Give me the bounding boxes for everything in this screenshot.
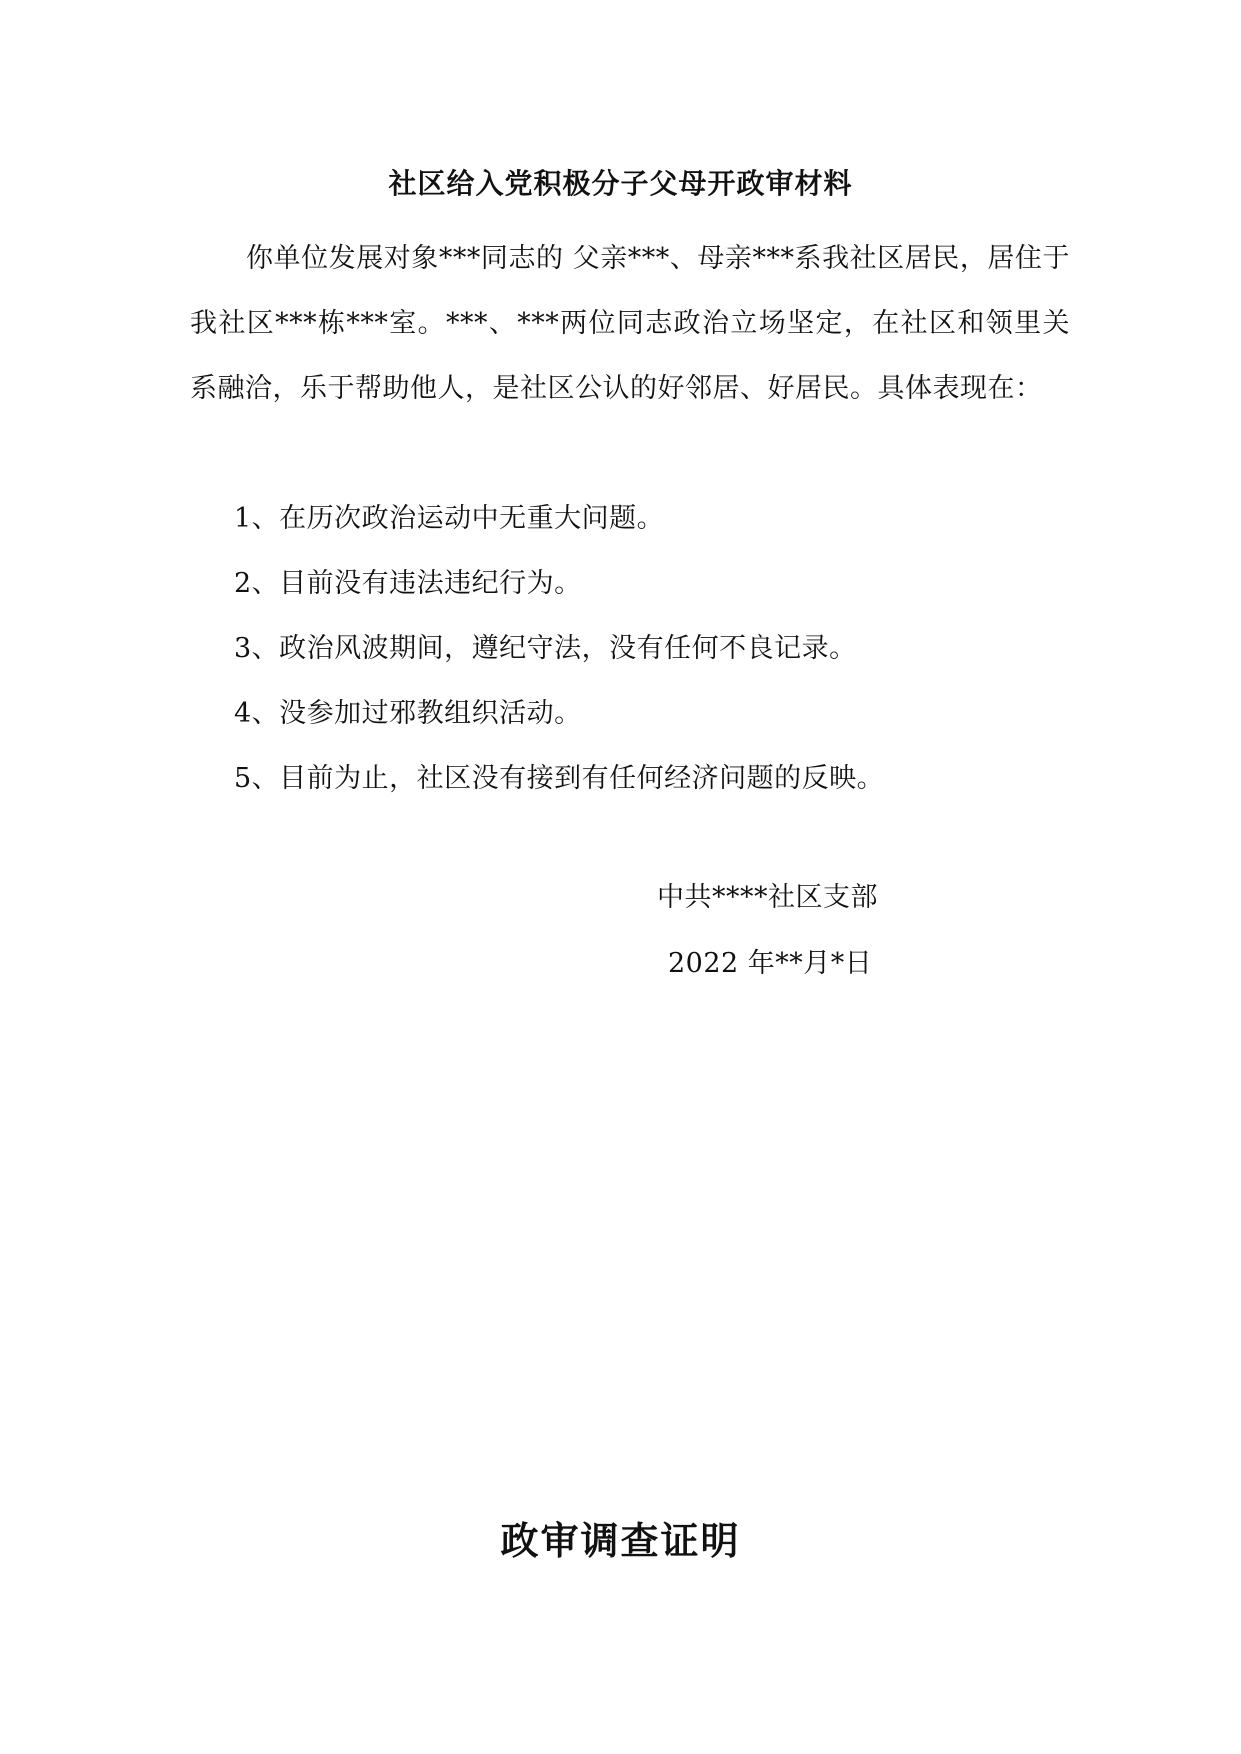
signature-org: 中共****社区支部 <box>657 882 878 913</box>
document-title: 社区给入党积极分子父母开政审材料 <box>388 167 853 200</box>
item-list <box>234 486 884 811</box>
list-item: 1、在历次政治运动中无重大问题。 <box>234 503 665 534</box>
body-paragraph: 你单位发展对象***同志的 父亲***、母亲***系我社区居民，居住于我社区***栋***室。***、***两位同志政治立场坚定，在社区和领里关系融洽，乐于帮助他人，是社区公认的好邻居、好居民。具体表现在： <box>190 243 1070 404</box>
list-item: 3、政治风波期间，遵纪守法，没有任何不良记录。 <box>234 633 857 664</box>
second-document-title: 政审调查证明 <box>500 1518 741 1563</box>
list-item: 5、目前为止，社区没有接到有任何经济问题的反映。 <box>234 763 885 794</box>
signature-date: 2022 年**月*日 <box>668 948 873 979</box>
list-item: 4、没参加过邪教组织活动。 <box>234 698 582 729</box>
list-item: 2、目前没有违法违纪行为。 <box>234 568 582 599</box>
